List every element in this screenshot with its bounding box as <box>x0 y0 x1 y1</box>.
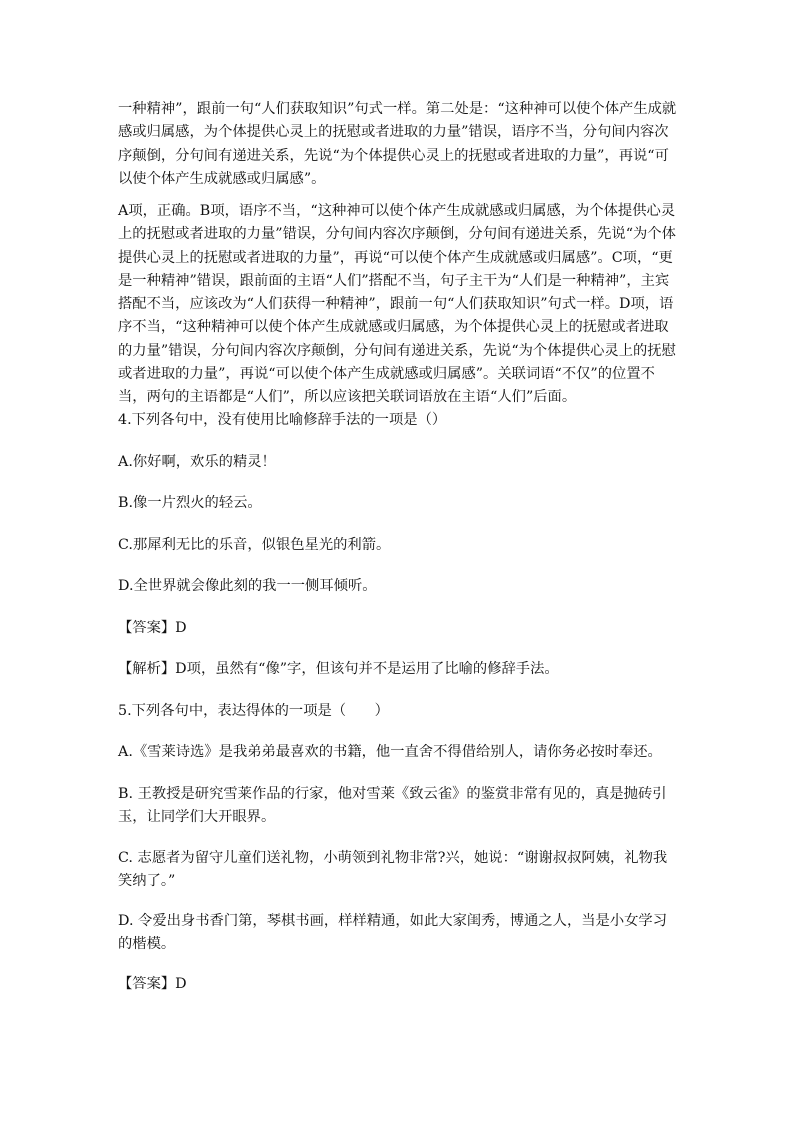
previous-explanation-continuation: 一种精神”，跟前一句“人们获取知识”句式一样。第二处是：“这种神可以使个体产生成就感或归属感，为个体提供心灵上的抚慰或者进取的力量”错误，语序不当，分句间内容次序颠倒，分句间有递进关系，先说“为个体提供心灵上的抚慰或者进取的力量”，再说“可以使个体产生成就感或归属感”。 <box>118 101 677 187</box>
question-4-option-d: D.全世界就会像此刻的我一一侧耳倾听。 <box>118 578 377 594</box>
question-4-option-c: C.那犀利无比的乐音，似银色星光的利箭。 <box>118 537 391 553</box>
question-4-option-b: B.像一片烈火的轻云。 <box>118 495 262 511</box>
question-4-option-a: A.你好啊，欢乐的精灵！ <box>118 454 276 470</box>
question-5-option-b: B. 王教授是研究雪莱作品的行家，他对雪莱《致云雀》的鉴赏非常有见的，真是抛砖引玉，让同学们大开眼界。 <box>118 786 667 826</box>
question-5-answer: 【答案】D <box>118 976 187 992</box>
question-4-stem: 4.下列各句中，没有使用比喻修辞手法的一项是（） <box>118 412 447 428</box>
question-5-option-c: C. 志愿者为留守儿童们送礼物，小萌领到礼物非常?兴，她说：“谢谢叔叔阿姨，礼物我笑纳了。” <box>118 850 668 890</box>
question-4-answer: 【答案】D <box>118 620 187 636</box>
question-4-explanation: 【解析】D项，虽然有“像”字，但该句并不是运用了比喻的修辞手法。 <box>118 661 559 677</box>
analysis-paragraph: A项，正确。B项，语序不当，“这种神可以使个体产生成就感或归属感，为个体提供心灵上的抚慰或者进取的力量”错误，分句间内容次序颠倒，分句间有递进关系，先说“为个体提供心灵上的抚慰或者进取的力量”，再说“可以使个体产生成就感或归属感”。C项，“更是一种精神”错误，跟前面的主语“人们”搭配不当，句子主干为“人们是一种精神”，主宾搭配不当，应该改为“人们获得一种精神”，跟前一句“人们获取知识”句式一样。D项，语序不当，“这种精神可以使个体产生成就感或归属感，为个体提供心灵上的抚慰或者进取的力量”错误，分句间内容次序颠倒，分句间有递进关系，先说“为个体提供心灵上的抚慰或者进取的力量”，再说“可以使个体产生成就感或归属感”。关联词语“不仅”的位置不当，两句的主语都是“人们”，所以应该把关联词语放在主语“人们”后面。 <box>118 203 676 406</box>
question-5-stem: 5.下列各句中，表达得体的一项是（ ） <box>118 703 389 719</box>
question-5-option-a: A.《雪莱诗选》是我弟弟最喜欢的书籍，他一直舍不得借给别人，请你务必按时奉还。 <box>118 744 662 760</box>
question-5-option-d: D. 令爱出身书香门第，琴棋书画，样样精通，如此大家闺秀，博通之人，当是小女学习的楷模。 <box>118 913 668 953</box>
